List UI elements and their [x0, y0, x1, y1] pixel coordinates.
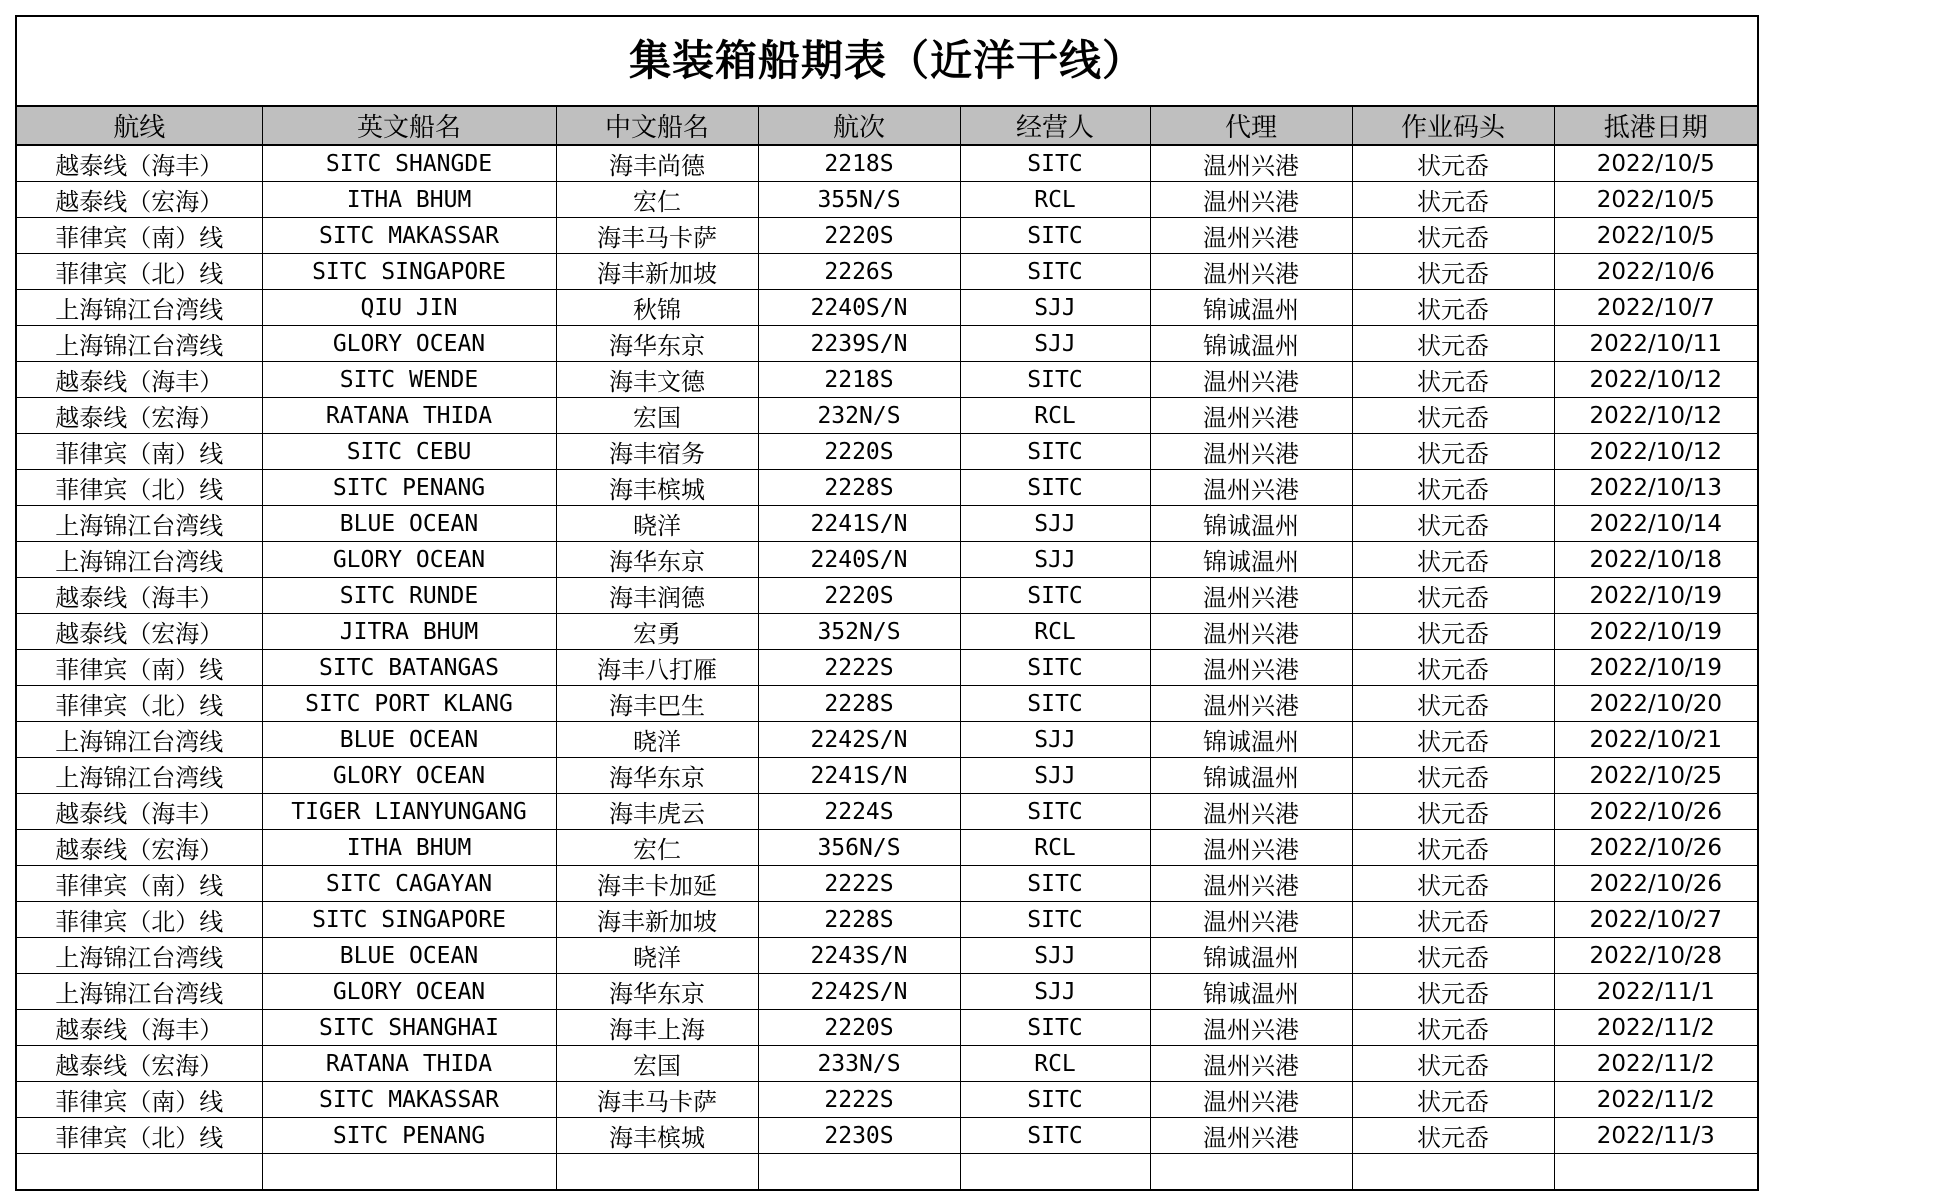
agent-cell[interactable]: 锦诚温州 [1150, 326, 1352, 362]
agent-cell[interactable]: 温州兴港 [1150, 1082, 1352, 1118]
english-name-cell[interactable]: BLUE OCEAN [262, 722, 556, 758]
agent-cell[interactable]: 锦诚温州 [1150, 506, 1352, 542]
chinese-name-cell[interactable]: 宏勇 [556, 614, 758, 650]
arrival-date-cell[interactable]: 2022/11/2 [1554, 1046, 1757, 1082]
english-name-cell[interactable]: SITC SINGAPORE [262, 902, 556, 938]
chinese-name-cell[interactable]: 晓洋 [556, 938, 758, 974]
route-cell[interactable]: 越泰线（宏海） [17, 398, 262, 434]
english-name-cell[interactable]: RATANA THIDA [262, 1046, 556, 1082]
operator-cell[interactable]: SJJ [960, 290, 1150, 326]
arrival-date-cell[interactable]: 2022/10/27 [1554, 902, 1757, 938]
english-name-cell[interactable]: BLUE OCEAN [262, 938, 556, 974]
arrival-date-cell[interactable]: 2022/11/2 [1554, 1010, 1757, 1046]
operator-cell[interactable]: RCL [960, 182, 1150, 218]
terminal-cell[interactable]: 状元岙 [1352, 254, 1554, 290]
operator-cell[interactable]: SJJ [960, 758, 1150, 794]
terminal-cell[interactable]: 状元岙 [1352, 1082, 1554, 1118]
arrival-date-cell[interactable]: 2022/10/11 [1554, 326, 1757, 362]
voyage-cell[interactable]: 2239S/N [758, 326, 960, 362]
terminal-cell[interactable]: 状元岙 [1352, 542, 1554, 578]
operator-cell[interactable]: SJJ [960, 506, 1150, 542]
voyage-cell[interactable]: 356N/S [758, 830, 960, 866]
route-cell[interactable]: 上海锦江台湾线 [17, 938, 262, 974]
route-cell[interactable]: 菲律宾（南）线 [17, 218, 262, 254]
english-name-cell[interactable]: SITC SHANGHAI [262, 1010, 556, 1046]
route-cell[interactable]: 越泰线（海丰） [17, 145, 262, 182]
table-row [17, 182, 1757, 218]
route-cell[interactable]: 越泰线（宏海） [17, 182, 262, 218]
agent-cell[interactable]: 锦诚温州 [1150, 974, 1352, 1010]
english-name-cell[interactable]: GLORY OCEAN [262, 326, 556, 362]
table-row [17, 218, 1757, 254]
operator-cell[interactable]: SITC [960, 145, 1150, 182]
route-cell[interactable]: 菲律宾（北）线 [17, 902, 262, 938]
agent-cell[interactable]: 温州兴港 [1150, 218, 1352, 254]
chinese-name-cell[interactable]: 海丰马卡萨 [556, 218, 758, 254]
terminal-cell[interactable] [1352, 1154, 1554, 1190]
table-row [17, 830, 1757, 866]
route-cell[interactable]: 菲律宾（北）线 [17, 1118, 262, 1154]
terminal-cell[interactable]: 状元岙 [1352, 290, 1554, 326]
agent-cell[interactable]: 温州兴港 [1150, 614, 1352, 650]
terminal-cell[interactable]: 状元岙 [1352, 398, 1554, 434]
chinese-name-cell[interactable]: 海华东京 [556, 326, 758, 362]
agent-cell[interactable]: 温州兴港 [1150, 578, 1352, 614]
terminal-cell[interactable]: 状元岙 [1352, 722, 1554, 758]
operator-cell[interactable]: SITC [960, 650, 1150, 686]
terminal-cell[interactable]: 状元岙 [1352, 974, 1554, 1010]
arrival-date-cell[interactable]: 2022/11/2 [1554, 1082, 1757, 1118]
route-cell[interactable]: 上海锦江台湾线 [17, 974, 262, 1010]
agent-cell[interactable]: 温州兴港 [1150, 794, 1352, 830]
agent-cell[interactable]: 锦诚温州 [1150, 290, 1352, 326]
voyage-cell[interactable]: 2240S/N [758, 290, 960, 326]
arrival-date-cell[interactable]: 2022/10/12 [1554, 398, 1757, 434]
terminal-cell[interactable]: 状元岙 [1352, 218, 1554, 254]
terminal-cell[interactable]: 状元岙 [1352, 938, 1554, 974]
operator-cell[interactable]: SITC [960, 1010, 1150, 1046]
operator-cell[interactable] [960, 1154, 1150, 1190]
table-row [17, 145, 1757, 182]
chinese-name-cell[interactable]: 宏国 [556, 1046, 758, 1082]
agent-cell[interactable] [1150, 1154, 1352, 1190]
chinese-name-cell[interactable]: 海丰槟城 [556, 1118, 758, 1154]
agent-cell[interactable]: 温州兴港 [1150, 650, 1352, 686]
route-cell[interactable]: 上海锦江台湾线 [17, 506, 262, 542]
terminal-cell[interactable]: 状元岙 [1352, 686, 1554, 722]
operator-cell[interactable]: SITC [960, 578, 1150, 614]
english-name-cell[interactable]: SITC PENANG [262, 470, 556, 506]
chinese-name-cell[interactable]: 宏国 [556, 398, 758, 434]
voyage-cell[interactable]: 2224S [758, 794, 960, 830]
operator-cell[interactable]: SITC [960, 1082, 1150, 1118]
english-name-cell[interactable]: SITC SINGAPORE [262, 254, 556, 290]
terminal-cell[interactable]: 状元岙 [1352, 902, 1554, 938]
english-name-cell[interactable]: SITC MAKASSAR [262, 1082, 556, 1118]
voyage-cell[interactable]: 233N/S [758, 1046, 960, 1082]
col-header-voyage[interactable]: 航次 [758, 107, 960, 145]
chinese-name-cell[interactable]: 海丰尚德 [556, 145, 758, 182]
voyage-cell[interactable]: 2222S [758, 650, 960, 686]
terminal-cell[interactable]: 状元岙 [1352, 362, 1554, 398]
arrival-date-cell[interactable]: 2022/10/18 [1554, 542, 1757, 578]
operator-cell[interactable]: RCL [960, 614, 1150, 650]
table-row [17, 686, 1757, 722]
table-row [17, 542, 1757, 578]
chinese-name-cell[interactable]: 晓洋 [556, 722, 758, 758]
terminal-cell[interactable]: 状元岙 [1352, 506, 1554, 542]
col-header-route[interactable]: 航线 [17, 107, 262, 145]
table-row [17, 1154, 1757, 1190]
agent-cell[interactable]: 温州兴港 [1150, 182, 1352, 218]
arrival-date-cell[interactable]: 2022/10/26 [1554, 866, 1757, 902]
chinese-name-cell[interactable]: 海丰马卡萨 [556, 1082, 758, 1118]
terminal-cell[interactable]: 状元岙 [1352, 1046, 1554, 1082]
operator-cell[interactable]: SJJ [960, 722, 1150, 758]
route-cell[interactable]: 上海锦江台湾线 [17, 722, 262, 758]
chinese-name-cell[interactable]: 海丰巴生 [556, 686, 758, 722]
col-header-terminal[interactable]: 作业码头 [1352, 107, 1554, 145]
operator-cell[interactable]: SJJ [960, 326, 1150, 362]
voyage-cell[interactable]: 2243S/N [758, 938, 960, 974]
arrival-date-cell[interactable]: 2022/10/12 [1554, 434, 1757, 470]
route-cell[interactable]: 上海锦江台湾线 [17, 542, 262, 578]
terminal-cell[interactable]: 状元岙 [1352, 145, 1554, 182]
english-name-cell[interactable]: SITC WENDE [262, 362, 556, 398]
chinese-name-cell[interactable]: 晓洋 [556, 506, 758, 542]
agent-cell[interactable]: 温州兴港 [1150, 830, 1352, 866]
agent-cell[interactable]: 温州兴港 [1150, 362, 1352, 398]
agent-cell[interactable]: 锦诚温州 [1150, 722, 1352, 758]
route-cell[interactable]: 上海锦江台湾线 [17, 758, 262, 794]
table-row [17, 866, 1757, 902]
chinese-name-cell[interactable]: 海丰文德 [556, 362, 758, 398]
operator-cell[interactable]: SITC [960, 470, 1150, 506]
table-row [17, 326, 1757, 362]
table-row [17, 1118, 1757, 1154]
terminal-cell[interactable]: 状元岙 [1352, 182, 1554, 218]
voyage-cell[interactable]: 2241S/N [758, 758, 960, 794]
route-cell[interactable]: 越泰线（宏海） [17, 1046, 262, 1082]
english-name-cell[interactable]: ITHA BHUM [262, 830, 556, 866]
voyage-cell[interactable]: 2228S [758, 902, 960, 938]
arrival-date-cell[interactable]: 2022/10/14 [1554, 506, 1757, 542]
voyage-cell[interactable]: 2226S [758, 254, 960, 290]
voyage-cell[interactable]: 2240S/N [758, 542, 960, 578]
table-row [17, 506, 1757, 542]
agent-cell[interactable]: 温州兴港 [1150, 434, 1352, 470]
operator-cell[interactable]: SITC [960, 686, 1150, 722]
agent-cell[interactable]: 温州兴港 [1150, 470, 1352, 506]
arrival-date-cell[interactable]: 2022/10/5 [1554, 182, 1757, 218]
english-name-cell[interactable]: GLORY OCEAN [262, 974, 556, 1010]
english-name-cell[interactable]: ITHA BHUM [262, 182, 556, 218]
chinese-name-cell[interactable]: 海华东京 [556, 758, 758, 794]
col-header-chinese-ship-name[interactable]: 中文船名 [556, 107, 758, 145]
chinese-name-cell[interactable]: 宏仁 [556, 182, 758, 218]
operator-cell[interactable]: RCL [960, 398, 1150, 434]
route-cell[interactable] [17, 1154, 262, 1190]
table-row [17, 614, 1757, 650]
route-cell[interactable]: 越泰线（海丰） [17, 794, 262, 830]
agent-cell[interactable]: 温州兴港 [1150, 1010, 1352, 1046]
operator-cell[interactable]: SJJ [960, 974, 1150, 1010]
table-row [17, 722, 1757, 758]
terminal-cell[interactable]: 状元岙 [1352, 650, 1554, 686]
voyage-cell[interactable]: 2222S [758, 1082, 960, 1118]
english-name-cell[interactable]: SITC BATANGAS [262, 650, 556, 686]
english-name-cell[interactable]: SITC PENANG [262, 1118, 556, 1154]
operator-cell[interactable]: SITC [960, 866, 1150, 902]
table-row [17, 1010, 1757, 1046]
route-cell[interactable]: 菲律宾（南）线 [17, 434, 262, 470]
arrival-date-cell[interactable]: 2022/10/28 [1554, 938, 1757, 974]
table-row [17, 650, 1757, 686]
terminal-cell[interactable]: 状元岙 [1352, 434, 1554, 470]
route-cell[interactable]: 菲律宾（南）线 [17, 866, 262, 902]
route-cell[interactable]: 菲律宾（北）线 [17, 254, 262, 290]
agent-cell[interactable]: 温州兴港 [1150, 902, 1352, 938]
table-row [17, 1082, 1757, 1118]
agent-cell[interactable]: 温州兴港 [1150, 254, 1352, 290]
operator-cell[interactable]: RCL [960, 830, 1150, 866]
operator-cell[interactable]: SITC [960, 434, 1150, 470]
operator-cell[interactable]: RCL [960, 1046, 1150, 1082]
arrival-date-cell[interactable]: 2022/10/19 [1554, 614, 1757, 650]
chinese-name-cell[interactable]: 海丰宿务 [556, 434, 758, 470]
terminal-cell[interactable]: 状元岙 [1352, 866, 1554, 902]
table-row [17, 902, 1757, 938]
chinese-name-cell[interactable]: 海丰上海 [556, 1010, 758, 1046]
route-cell[interactable]: 越泰线（宏海） [17, 614, 262, 650]
route-cell[interactable]: 菲律宾（南）线 [17, 650, 262, 686]
route-cell[interactable]: 越泰线（海丰） [17, 578, 262, 614]
chinese-name-cell[interactable]: 海丰新加坡 [556, 902, 758, 938]
terminal-cell[interactable]: 状元岙 [1352, 1010, 1554, 1046]
voyage-cell[interactable]: 232N/S [758, 398, 960, 434]
route-cell[interactable]: 越泰线（海丰） [17, 362, 262, 398]
operator-cell[interactable]: SITC [960, 902, 1150, 938]
voyage-cell[interactable]: 355N/S [758, 182, 960, 218]
route-cell[interactable]: 菲律宾（北）线 [17, 686, 262, 722]
agent-cell[interactable]: 温州兴港 [1150, 1118, 1352, 1154]
route-cell[interactable]: 越泰线（海丰） [17, 1010, 262, 1046]
voyage-cell[interactable]: 2222S [758, 866, 960, 902]
english-name-cell[interactable]: QIU JIN [262, 290, 556, 326]
table-row [17, 794, 1757, 830]
terminal-cell[interactable]: 状元岙 [1352, 830, 1554, 866]
operator-cell[interactable]: SJJ [960, 938, 1150, 974]
voyage-cell[interactable]: 2220S [758, 218, 960, 254]
voyage-cell[interactable]: 2228S [758, 470, 960, 506]
operator-cell[interactable]: SJJ [960, 542, 1150, 578]
chinese-name-cell[interactable]: 海丰卡加延 [556, 866, 758, 902]
english-name-cell[interactable]: GLORY OCEAN [262, 542, 556, 578]
route-cell[interactable]: 菲律宾（南）线 [17, 1082, 262, 1118]
route-cell[interactable]: 菲律宾（北）线 [17, 470, 262, 506]
agent-cell[interactable]: 锦诚温州 [1150, 542, 1352, 578]
agent-cell[interactable]: 温州兴港 [1150, 145, 1352, 182]
arrival-date-cell[interactable]: 2022/10/5 [1554, 145, 1757, 182]
voyage-cell[interactable]: 2220S [758, 1010, 960, 1046]
chinese-name-cell[interactable]: 海丰虎云 [556, 794, 758, 830]
chinese-name-cell[interactable]: 秋锦 [556, 290, 758, 326]
voyage-cell[interactable]: 2242S/N [758, 722, 960, 758]
voyage-cell[interactable]: 2241S/N [758, 506, 960, 542]
english-name-cell[interactable]: TIGER LIANYUNGANG [262, 794, 556, 830]
arrival-date-cell[interactable]: 2022/10/7 [1554, 290, 1757, 326]
route-cell[interactable]: 上海锦江台湾线 [17, 326, 262, 362]
arrival-date-cell[interactable]: 2022/10/19 [1554, 578, 1757, 614]
col-header-agent[interactable]: 代理 [1150, 107, 1352, 145]
arrival-date-cell[interactable]: 2022/10/5 [1554, 218, 1757, 254]
voyage-cell[interactable]: 2218S [758, 362, 960, 398]
table-row [17, 1046, 1757, 1082]
english-name-cell[interactable]: SITC RUNDE [262, 578, 556, 614]
operator-cell[interactable]: SITC [960, 362, 1150, 398]
table-row [17, 398, 1757, 434]
voyage-cell[interactable]: 2230S [758, 1118, 960, 1154]
chinese-name-cell[interactable] [556, 1154, 758, 1190]
operator-cell[interactable]: SITC [960, 1118, 1150, 1154]
chinese-name-cell[interactable]: 海丰润德 [556, 578, 758, 614]
agent-cell[interactable]: 温州兴港 [1150, 866, 1352, 902]
table-row [17, 578, 1757, 614]
terminal-cell[interactable]: 状元岙 [1352, 614, 1554, 650]
arrival-date-cell[interactable]: 2022/10/19 [1554, 650, 1757, 686]
terminal-cell[interactable]: 状元岙 [1352, 470, 1554, 506]
arrival-date-cell[interactable]: 2022/10/20 [1554, 686, 1757, 722]
table-row [17, 290, 1757, 326]
arrival-date-cell[interactable]: 2022/10/21 [1554, 722, 1757, 758]
voyage-cell[interactable]: 2220S [758, 578, 960, 614]
col-header-english-ship-name[interactable]: 英文船名 [262, 107, 556, 145]
arrival-date-cell[interactable]: 2022/10/6 [1554, 254, 1757, 290]
english-name-cell[interactable]: SITC CAGAYAN [262, 866, 556, 902]
chinese-name-cell[interactable]: 海丰八打雁 [556, 650, 758, 686]
voyage-cell[interactable]: 352N/S [758, 614, 960, 650]
table-row [17, 974, 1757, 1010]
agent-cell[interactable]: 锦诚温州 [1150, 758, 1352, 794]
arrival-date-cell[interactable]: 2022/10/13 [1554, 470, 1757, 506]
english-name-cell[interactable]: JITRA BHUM [262, 614, 556, 650]
english-name-cell[interactable]: SITC PORT KLANG [262, 686, 556, 722]
col-header-operator[interactable]: 经营人 [960, 107, 1150, 145]
voyage-cell[interactable]: 2228S [758, 686, 960, 722]
voyage-cell[interactable]: 2218S [758, 145, 960, 182]
agent-cell[interactable]: 锦诚温州 [1150, 938, 1352, 974]
agent-cell[interactable]: 温州兴港 [1150, 686, 1352, 722]
voyage-cell[interactable]: 2220S [758, 434, 960, 470]
terminal-cell[interactable]: 状元岙 [1352, 758, 1554, 794]
schedule-sheet [15, 15, 1759, 1191]
table-row [17, 758, 1757, 794]
agent-cell[interactable]: 温州兴港 [1150, 398, 1352, 434]
route-cell[interactable]: 上海锦江台湾线 [17, 290, 262, 326]
arrival-date-cell[interactable]: 2022/10/12 [1554, 362, 1757, 398]
arrival-date-cell[interactable]: 2022/11/3 [1554, 1118, 1757, 1154]
operator-cell[interactable]: SITC [960, 218, 1150, 254]
english-name-cell[interactable]: SITC MAKASSAR [262, 218, 556, 254]
operator-cell[interactable]: SITC [960, 254, 1150, 290]
schedule-table [17, 107, 1757, 1189]
english-name-cell[interactable]: SITC CEBU [262, 434, 556, 470]
english-name-cell[interactable]: SITC SHANGDE [262, 145, 556, 182]
english-name-cell[interactable] [262, 1154, 556, 1190]
table-row [17, 938, 1757, 974]
english-name-cell[interactable]: GLORY OCEAN [262, 758, 556, 794]
english-name-cell[interactable]: BLUE OCEAN [262, 506, 556, 542]
arrival-date-cell[interactable]: 2022/10/25 [1554, 758, 1757, 794]
chinese-name-cell[interactable]: 海华东京 [556, 974, 758, 1010]
table-row [17, 470, 1757, 506]
table-row [17, 434, 1757, 470]
arrival-date-cell[interactable] [1554, 1154, 1757, 1190]
agent-cell[interactable]: 温州兴港 [1150, 1046, 1352, 1082]
terminal-cell[interactable]: 状元岙 [1352, 1118, 1554, 1154]
arrival-date-cell[interactable]: 2022/10/26 [1554, 830, 1757, 866]
english-name-cell[interactable]: RATANA THIDA [262, 398, 556, 434]
chinese-name-cell[interactable]: 海丰槟城 [556, 470, 758, 506]
arrival-date-cell[interactable]: 2022/10/26 [1554, 794, 1757, 830]
col-header-arrival-date[interactable]: 抵港日期 [1554, 107, 1757, 145]
chinese-name-cell[interactable]: 宏仁 [556, 830, 758, 866]
table-row [17, 254, 1757, 290]
chinese-name-cell[interactable]: 海丰新加坡 [556, 254, 758, 290]
sheet-title: 集装箱船期表（近洋干线） [17, 17, 1757, 107]
table-row [17, 362, 1757, 398]
voyage-cell[interactable] [758, 1154, 960, 1190]
route-cell[interactable]: 越泰线（宏海） [17, 830, 262, 866]
terminal-cell[interactable]: 状元岙 [1352, 794, 1554, 830]
table-body [17, 145, 1757, 1189]
terminal-cell[interactable]: 状元岙 [1352, 578, 1554, 614]
arrival-date-cell[interactable]: 2022/11/1 [1554, 974, 1757, 1010]
voyage-cell[interactable]: 2242S/N [758, 974, 960, 1010]
header-row [17, 107, 1757, 145]
operator-cell[interactable]: SITC [960, 794, 1150, 830]
terminal-cell[interactable]: 状元岙 [1352, 326, 1554, 362]
chinese-name-cell[interactable]: 海华东京 [556, 542, 758, 578]
